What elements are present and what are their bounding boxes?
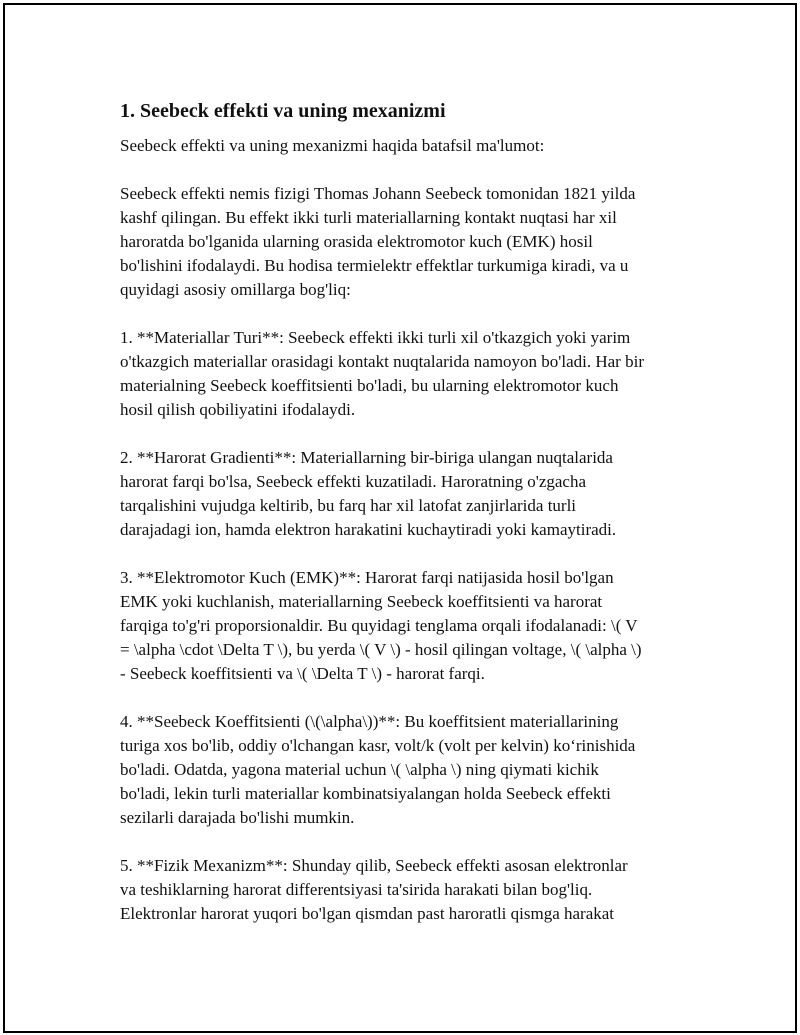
text-line: Elektronlar harorat yuqori bo'lgan qismdan past haroratli qismga harakat: [120, 904, 615, 923]
text-line: 2. **Harorat Gradienti**: Materiallarning bir-biriga ulangan nuqtalarida: [120, 448, 613, 467]
list-item-seebeck-coefficient: [120, 710, 700, 830]
text-line: bo'lishini ifodalaydi. Bu hodisa termielektr effektlar turkumiga kiradi, va u: [120, 256, 629, 275]
text-line: darajadagi ion, hamda elektron harakatini kuchaytiradi yoki kamaytiradi.: [120, 520, 617, 539]
text-line: 3. **Elektromotor Kuch (EMK)**: Harorat farqi natijasida hosil bo'lgan: [120, 568, 614, 587]
intro-paragraph: [120, 134, 700, 158]
list-item-physical-mechanism: [120, 854, 700, 926]
intro-line: Seebeck effekti va uning mexanizmi haqida batafsil ma'lumot:: [120, 136, 545, 155]
list-item-emf: [120, 566, 700, 686]
text-line: turiga xos bo'lib, oddiy o'lchangan kasr, volt/k (volt per kelvin) ko‘rinishida: [120, 736, 636, 755]
page-frame: [3, 3, 797, 1033]
text-line: quyidagi asosiy omillarga bog'liq:: [120, 280, 351, 299]
text-line: materialning Seebeck koeffitsienti bo'ladi, bu ularning elektromotor kuch: [120, 376, 619, 395]
text-line: = \alpha \cdot \Delta T \), bu yerda \( V \) - hosil qilingan voltage, \( \alpha \): [120, 640, 642, 659]
text-line: kashf qilingan. Bu effekt ikki turli materiallarning kontakt nuqtasi har xil: [120, 208, 617, 227]
text-line: farqiga to'g'ri proporsionaldir. Bu quyidagi tenglama orqali ifodalanadi: \( V: [120, 616, 638, 635]
text-line: 5. **Fizik Mexanizm**: Shunday qilib, Seebeck effekti asosan elektronlar: [120, 856, 628, 875]
document-body: [120, 98, 700, 950]
text-line: harorat farqi bo'lsa, Seebeck effekti kuzatiladi. Haroratning o'zgacha: [120, 472, 587, 491]
paragraph-overview: [120, 182, 700, 302]
text-line: Seebeck effekti nemis fizigi Thomas Johann Seebeck tomonidan 1821 yilda: [120, 184, 636, 203]
list-item-materials: [120, 326, 700, 422]
text-line: bo'ladi. Odatda, yagona material uchun \( \alpha \) ning qiymati kichik: [120, 760, 599, 779]
text-line: EMK yoki kuchlanish, materiallarning Seebeck koeffitsienti va harorat: [120, 592, 603, 611]
text-line: bo'ladi, lekin turli materiallar kombinatsiyalangan holda Seebeck effekti: [120, 784, 611, 803]
text-line: o'tkazgich materiallar orasidagi kontakt nuqtalarida namoyon bo'ladi. Har bir: [120, 352, 644, 371]
section-heading: 1. Seebeck effekti va uning mexanizmi: [120, 100, 446, 122]
text-line: haroratda bo'lganida ularning orasida elektromotor kuch (EMK) hosil: [120, 232, 593, 251]
text-line: va teshiklarning harorat differentsiyasi ta'sirida harakati bilan bog'liq.: [120, 880, 593, 899]
text-line: sezilarli darajada bo'lishi mumkin.: [120, 808, 355, 827]
text-line: 1. **Materiallar Turi**: Seebeck effekti ikki turli xil o'tkazgich yoki yarim: [120, 328, 631, 347]
text-line: hosil qilish qobiliyatini ifodalaydi.: [120, 400, 356, 419]
text-line: 4. **Seebeck Koeffitsienti (\(\alpha\))**: Bu koeffitsient materiallarining: [120, 712, 619, 731]
list-item-temperature-gradient: [120, 446, 700, 542]
text-line: - Seebeck koeffitsienti va \( \Delta T \) - harorat farqi.: [120, 664, 485, 683]
text-line: tarqalishini vujudga keltirib, bu farq har xil latofat zanjirlarida turli: [120, 496, 577, 515]
